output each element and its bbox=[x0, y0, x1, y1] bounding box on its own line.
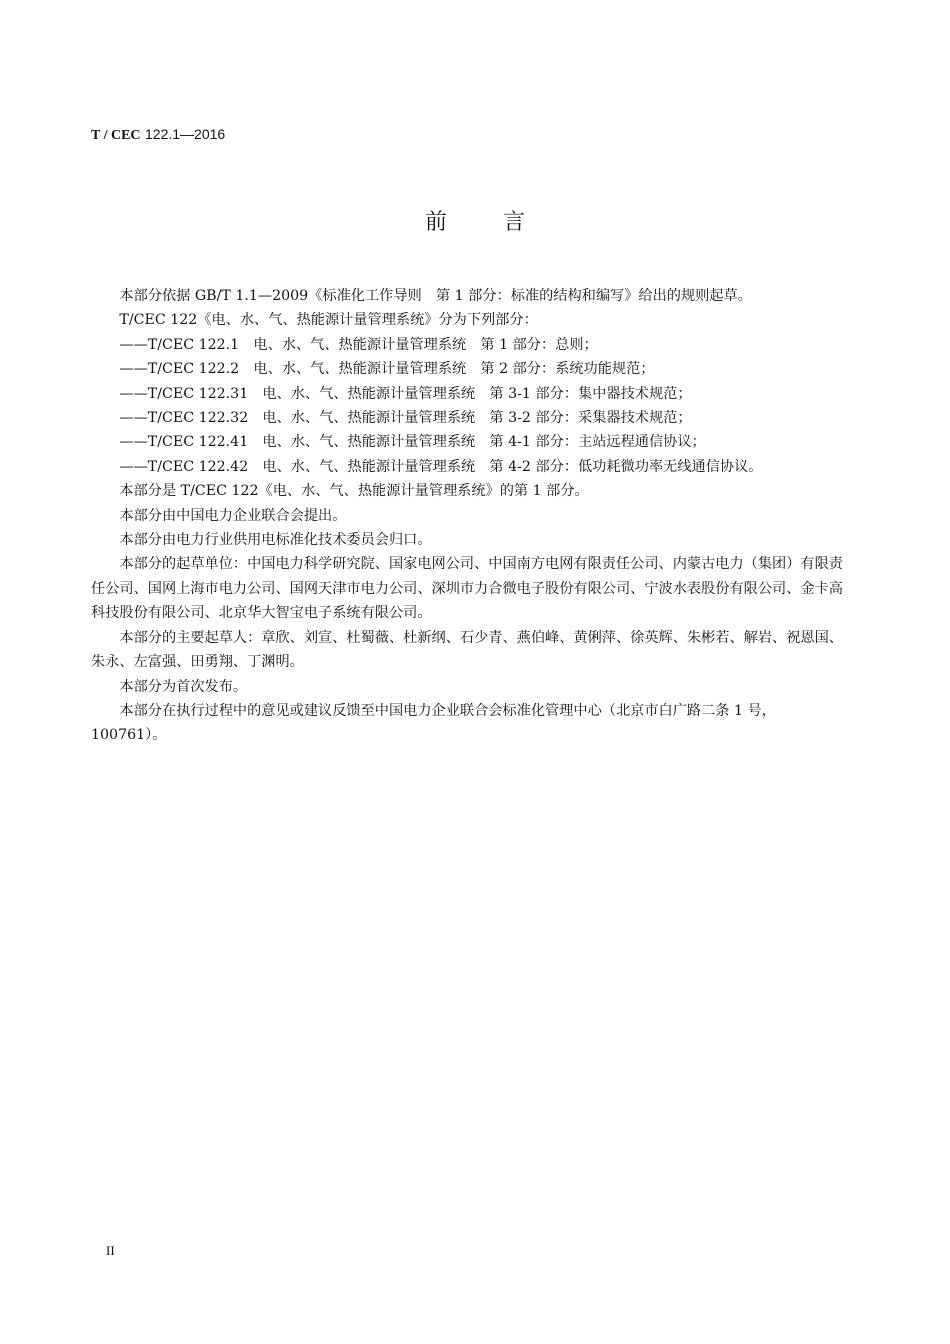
list-item: ——T/CEC 122.32 电、水、气、热能源计量管理系统 第 3-2 部分：采集器技术规范； bbox=[119, 410, 692, 427]
list-item: ——T/CEC 122.42 电、水、气、热能源计量管理系统 第 4-2 部分：低功耗微功率无线通信协议。 bbox=[119, 458, 763, 475]
paragraph: 本部分的起草单位：中国电力科学研究院、国家电网公司、中国南方电网有限责任公司、内蒙古电力（集团）有限责任公司、国网上海市电力公司、国网天津市电力公司、深圳市力合微电子股份有限公司、宁波水表股份有限公司、金卡高科技股份有限公司、北京华大智宝电子系统有限公司。 bbox=[91, 556, 843, 622]
standard-number: 122.1—2016 bbox=[145, 126, 226, 142]
paragraph: 本部分为首次发布。 bbox=[119, 678, 248, 695]
title-char-2: 言 bbox=[503, 210, 526, 235]
standard-prefix: T / CEC bbox=[91, 128, 141, 143]
paragraph: 本部分由电力行业供用电标准化技术委员会归口。 bbox=[119, 532, 432, 549]
paragraph: T/CEC 122《电、水、气、热能源计量管理系统》分为下列部分： bbox=[119, 312, 538, 329]
foreword-body bbox=[91, 284, 843, 748]
paragraph: 本部分依据 GB/T 1.1—2009《标准化工作导则 第 1 部分：标准的结构和编写》给出的规则起草。 bbox=[119, 288, 752, 304]
paragraph: 本部分是 T/CEC 122《电、水、气、热能源计量管理系统》的第 1 部分。 bbox=[119, 483, 589, 500]
list-item: ——T/CEC 122.41 电、水、气、热能源计量管理系统 第 4-1 部分：主站远程通信协议； bbox=[119, 434, 706, 451]
page-number: II bbox=[106, 1243, 115, 1258]
list-item: ——T/CEC 122.31 电、水、气、热能源计量管理系统 第 3-1 部分：集中器技术规范； bbox=[119, 385, 692, 402]
page-title bbox=[0, 205, 950, 236]
list-item: ——T/CEC 122.2 电、水、气、热能源计量管理系统 第 2 部分：系统功能规范； bbox=[119, 361, 655, 378]
list-item: ——T/CEC 122.1 电、水、气、热能源计量管理系统 第 1 部分：总则； bbox=[119, 336, 598, 353]
title-char-1: 前 bbox=[424, 210, 447, 235]
paragraph: 本部分的主要起草人：章欣、刘宣、杜蜀薇、杜新纲、石少青、燕伯峰、黄俐萍、徐英辉、朱彬若、解岩、祝恩国、朱永、左富强、田勇翔、丁渊明。 bbox=[91, 629, 843, 671]
document-code bbox=[91, 126, 225, 144]
paragraph: 本部分在执行过程中的意见或建议反馈至中国电力企业联合会标准化管理中心（北京市白广路二条 1 号，100761）。 bbox=[91, 702, 776, 744]
paragraph: 本部分由中国电力企业联合会提出。 bbox=[119, 507, 347, 524]
